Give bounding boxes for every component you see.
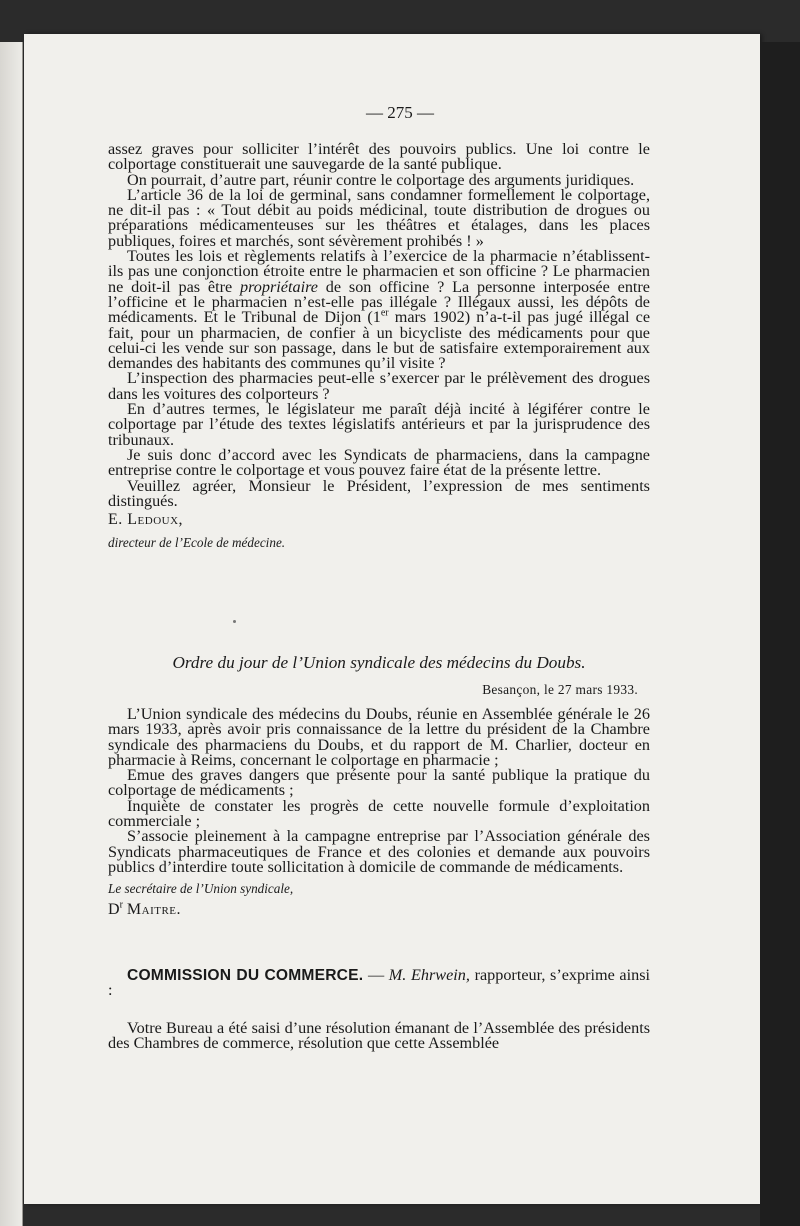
signature-title: Le secrétaire de l’Union syndicale, [108, 881, 294, 897]
reporter-name: M. Ehrwein, [388, 966, 470, 984]
final-text [108, 1021, 650, 1052]
signature-title: directeur de l’Ecole de médecine. [108, 535, 286, 551]
commission-intro [108, 968, 650, 999]
paragraph: Inquiète de constater les progrès de cette nouvelle formule d’exploitation commerciale ; [108, 796, 650, 831]
text-span: rapporteur, s’exprime ainsi : [108, 966, 651, 1000]
emphasis: propriétaire [240, 277, 318, 296]
page-number: — 275 — [366, 103, 434, 122]
background-edge [760, 42, 800, 1226]
signature-name [108, 899, 650, 918]
resolution-body [108, 707, 650, 917]
signature-name [108, 512, 650, 527]
paragraph: L’Union syndicale des médecins du Doubs, réunie en Assemblée générale le 26 mars 1933, après avoir pris connaissance de la lettre du président de la Chambre syndicale des pharmaciens du Doubs, et du rapport de M. Charlier, docteur en pharmacie à Reims, concernant le colportage en pharmacie ; [108, 705, 650, 769]
text-span: de son officine ? La personne interposée entre l’officine et le pharmacien n’est-elle pas illégale ? Illégaux aussi, les dépôts de médicaments. Et le Tribunal de Dijon (1 [108, 277, 650, 327]
paper-speck [233, 620, 236, 623]
paragraph: En d’autres termes, le législateur me paraît déjà incité à légiférer contre le colportage par l’étude des textes législatifs antérieurs et par la jurisprudence des tribunaux. [108, 400, 650, 449]
left-page-edge [0, 42, 23, 1226]
paragraph: Votre Bureau a été saisi d’une résolution émanant de l’Assemblée des présidents des Chambres de commerce, résolution que cette Assemblée [108, 1019, 650, 1053]
text-span: — [363, 966, 389, 984]
letter-body [108, 142, 650, 551]
superscript: er [380, 307, 389, 319]
text-span: Toutes les lois et règlements relatifs à l’exercice de la pharmacie n’établissent-ils pas une conjonction étroite entre le pharmacien et son officine ? Le pharmacien ne doit-il pas être [108, 247, 650, 296]
paragraph: On pourrait, d’autre part, réunir contre le colportage des arguments juridiques. [127, 170, 635, 189]
paragraph: assez graves pour solliciter l’intérêt des pouvoirs publics. Une loi contre le colportage constituerait une sauvegarde de la santé publique. [108, 140, 650, 174]
paragraph: Veuillez agréer, Monsieur le Président, l’expression de mes sentiments distingués. [108, 476, 650, 510]
section-title: Ordre du jour de l’Union syndicale des médecins du Doubs. [172, 653, 586, 672]
signature-name-text: E. Ledoux, [108, 511, 184, 529]
paragraph [108, 968, 650, 999]
paragraph: Emue des graves dangers que présente pour la santé publique la pratique du colportage de médicaments ; [108, 766, 650, 800]
commission-heading: COMMISSION DU COMMERCE. [127, 967, 364, 984]
superscript: r [119, 899, 123, 911]
paragraph [108, 249, 650, 371]
section-date: Besançon, le 27 mars 1933. [482, 682, 638, 697]
paragraph: L’article 36 de la loi de germinal, sans condamner formellement le colportage, ne dit-il pas : « Tout débit au poids médicinal, toute distribution de drogues ou préparations médicamenteuses sur les théâtres et étalages, dans les places publiques, foires et marchés, sont sévèrement prohibés ! » [108, 185, 650, 250]
signature-name-text: Maitre. [126, 900, 182, 918]
paragraph: L’inspection des pharmacies peut-elle s’exercer par le prélèvement des drogues dans les voitures des colporteurs ? [108, 369, 650, 403]
text-span: mars 1902) n’a-t-il pas jugé illégal ce fait, pour un pharmacien, de confier à un bicycliste des médicaments pour que celui-ci les vende sur son passage, dans le but de satisfaire extemporairement aux demandes des habitants des communes qu’il visite ? [108, 308, 651, 373]
signature-prefix: D [108, 900, 120, 918]
paragraph: S’associe pleinement à la campagne entreprise par l’Association générale des Syndicats pharmaceutiques de France et des colonies et demande aux pouvoirs publics d’interdire toute sollicitation à domicile de commande de médicaments. [108, 827, 650, 876]
paragraph: Je suis donc d’accord avec les Syndicats de pharmaciens, dans la campagne entreprise contre le colportage et vous pouvez faire état de la présente lettre. [108, 445, 650, 480]
